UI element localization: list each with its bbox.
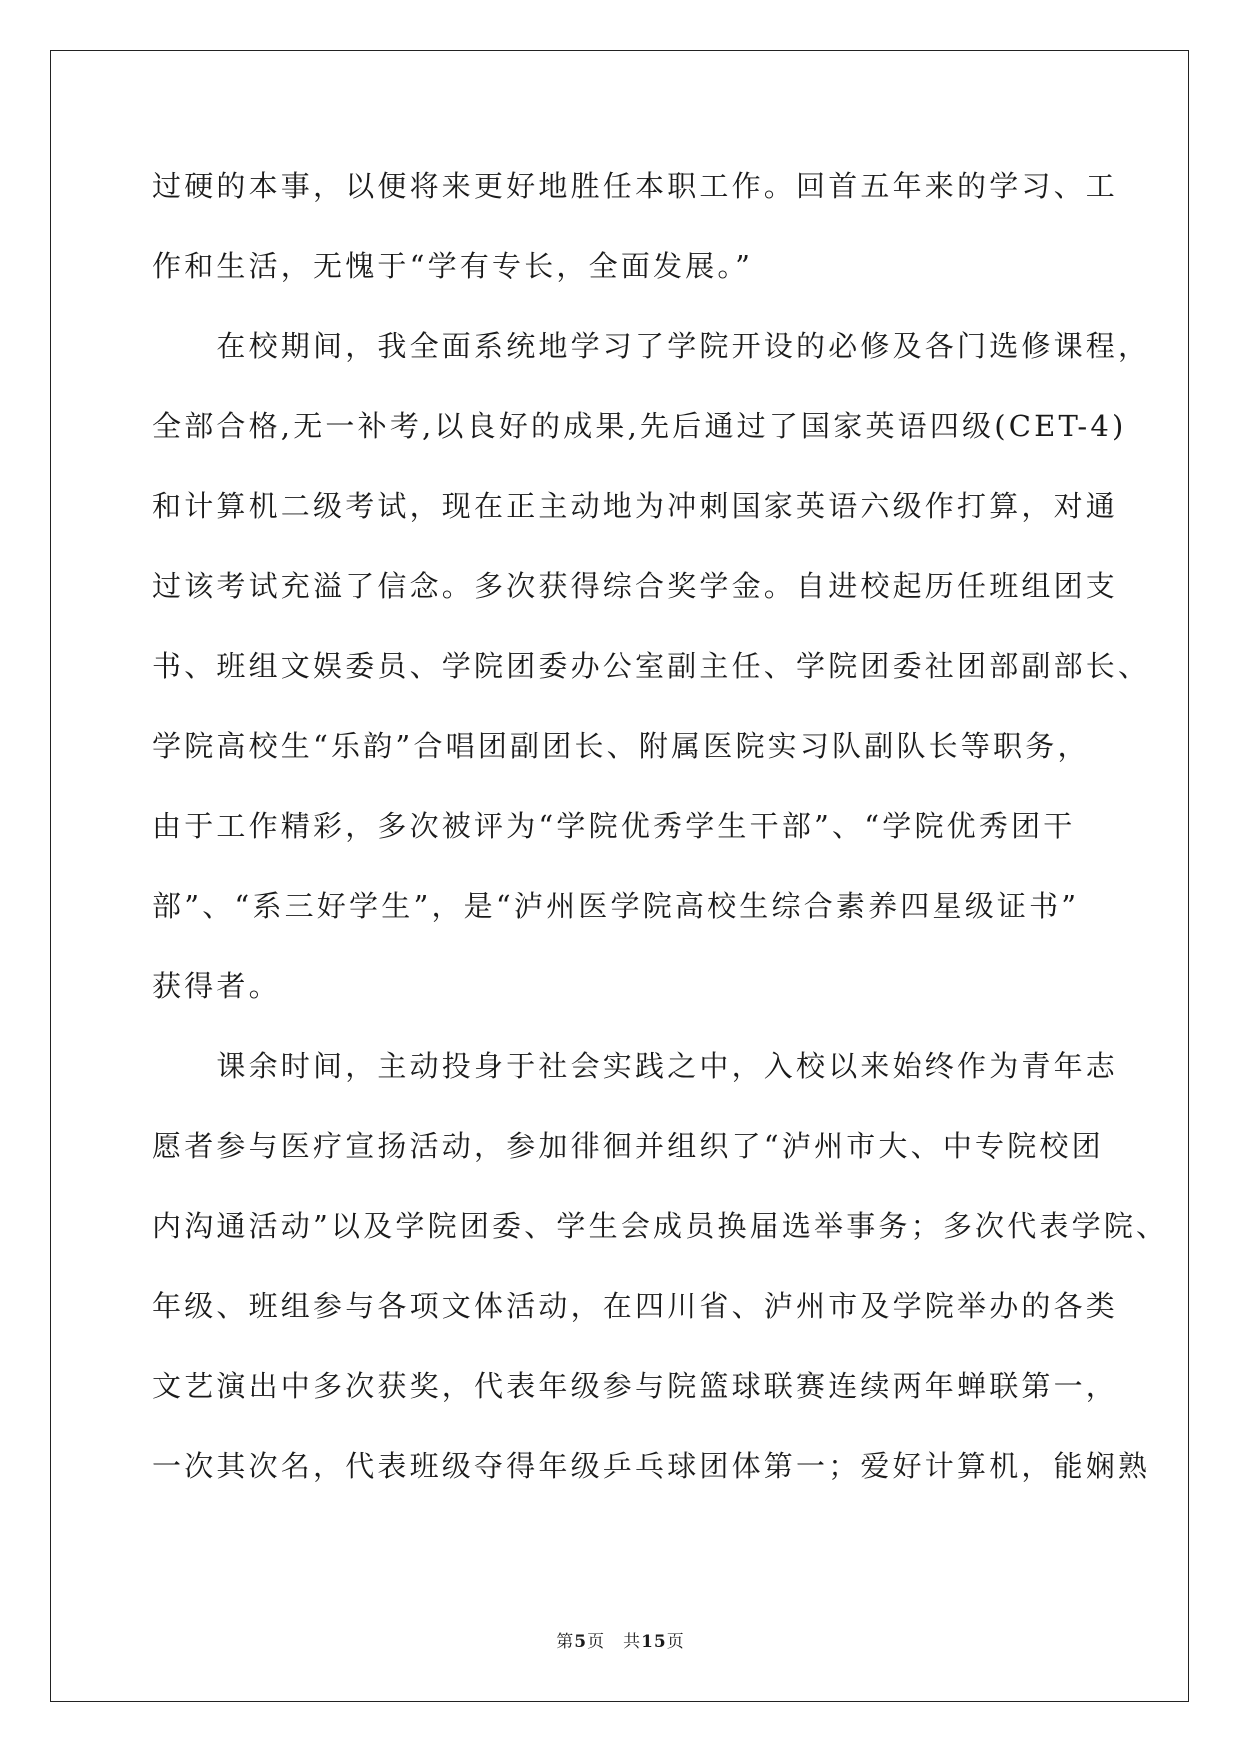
- text-line: 学院高校生“乐韵”合唱团副团长、附属医院实习队副队长等职务，: [152, 729, 1090, 763]
- footer-prefix: 第: [556, 1632, 575, 1652]
- text-line: 年级、班组参与各项文体活动，在四川省、泸州市及学院举办的各类: [152, 1289, 1119, 1323]
- text-line: 全部合格,无一补考,以良好的成果,先后通过了国家英语四级(CET-4): [152, 409, 1127, 443]
- text-line: 获得者。: [152, 969, 281, 1003]
- page-footer: [0, 1627, 1241, 1652]
- text-line: 愿者参与医疗宣扬活动，参加徘徊并组织了“泸州市大、中专院校团: [152, 1129, 1104, 1163]
- page-number: 5: [574, 1632, 588, 1652]
- text-line: 由于工作精彩，多次被评为“学院优秀学生干部”、“学院优秀团干: [152, 809, 1076, 843]
- text-line: 过硬的本事，以便将来更好地胜任本职工作。回首五年来的学习、工: [152, 169, 1119, 203]
- text-line: 课余时间，主动投身于社会实践之中，入校以来始终作为青年志: [152, 1049, 1119, 1083]
- body-text: [152, 164, 1169, 1524]
- text-line: 书、班组文娱委员、学院团委办公室副主任、学院团委社团部副部长、: [152, 649, 1151, 683]
- text-line: 在校期间，我全面系统地学习了学院开设的必修及各门选修课程，: [152, 329, 1151, 363]
- text-line: 一次其次名，代表班级夺得年级乒乓球团体第一；爱好计算机，能娴熟: [152, 1449, 1151, 1483]
- text-line: 内沟通活动”以及学院团委、学生会成员换届选举事务；多次代表学院、: [152, 1209, 1169, 1243]
- footer-page-suffix: 页 共: [587, 1632, 642, 1652]
- text-line: 过该考试充溢了信念。多次获得综合奖学金。自进校起历任班组团支: [152, 569, 1119, 603]
- text-line: 文艺演出中多次获奖，代表年级参与院篮球联赛连续两年蝉联第一，: [152, 1369, 1119, 1403]
- text-line: 部”、“系三好学生”，是“泸州医学院高校生综合素养四星级证书”: [152, 889, 1080, 923]
- text-line: 和计算机二级考试，现在正主动地为冲刺国家英语六级作打算，对通: [152, 489, 1119, 523]
- footer-total-suffix: 页: [666, 1632, 685, 1652]
- text-line: 作和生活，无愧于“学有专长，全面发展。”: [152, 249, 754, 283]
- total-pages: 15: [641, 1632, 667, 1652]
